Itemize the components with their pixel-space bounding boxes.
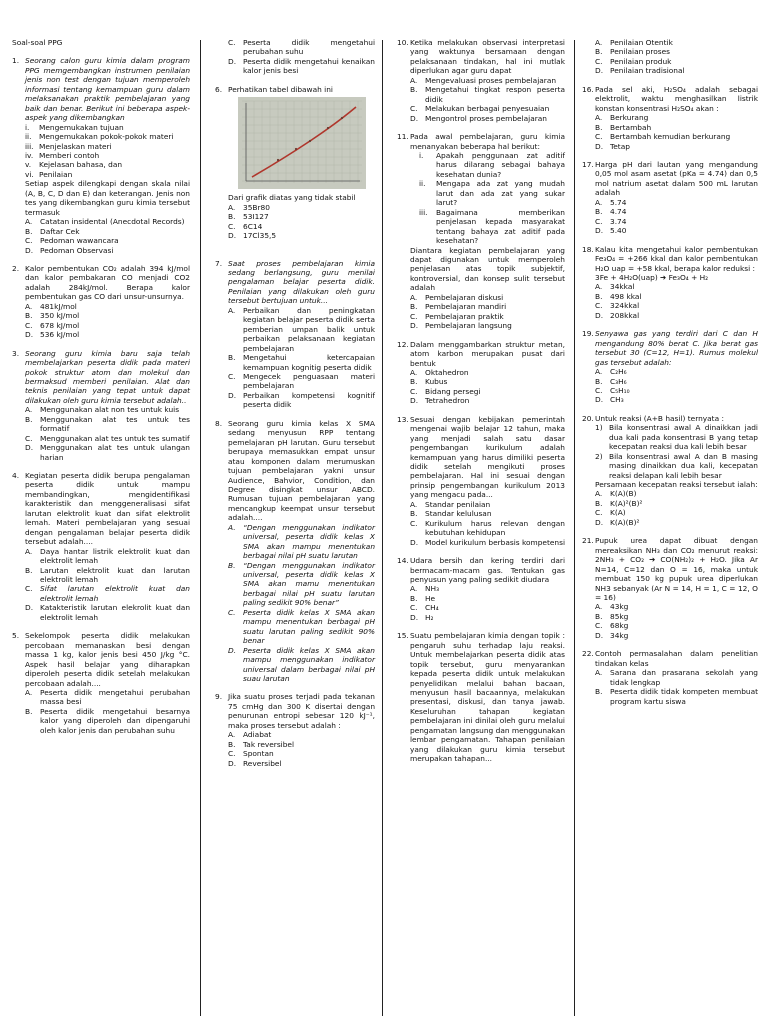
answer-option[interactable]: B. 350 kJ/mol — [25, 311, 80, 321]
answer-option[interactable]: A. Penilaian Otentik — [595, 38, 673, 47]
question-text: Kegiatan peserta didik berupa pengalaman peserta didik untuk mampu membandingkan, mengidentifikasi karakteristik dan menggeneralisasi sifat larutan elektrolit kuat dan sifat elektrolit lemah. Materi pembelajaran yang sesuai dengan pengalaman belajar peserta didik tersebut adalah.... — [25, 471, 190, 547]
reaction-equation: 3Fe + 4H₂O(uap) ➔ Fe₃O₄ + H₂ — [595, 272, 709, 282]
question-8 — [215, 419, 375, 684]
question-21 — [582, 536, 758, 640]
answer-option[interactable]: B. Peserta didik tidak kompeten membuat program kartu siswa — [595, 687, 758, 706]
answer-option[interactable]: C. K(A) — [595, 508, 626, 518]
answer-option[interactable]: D. 17Cl35,5 — [228, 231, 277, 241]
question-11 — [397, 132, 565, 331]
question-list — [410, 151, 565, 246]
answer-option[interactable]: A. Adiabat — [228, 730, 272, 740]
question-6 — [215, 85, 375, 241]
question-text: Jika suatu proses terjadi pada tekanan 75 cmHg dan 300 K disertai dengan penurunan entropi sebesar 120 kJ⁻¹, maka proses tersebut adalah : — [228, 692, 375, 730]
answer-options — [25, 217, 190, 255]
answer-options — [228, 523, 375, 684]
question-number: 4. — [12, 471, 20, 481]
stability-graph — [238, 97, 366, 189]
question-text: Kalor pembentukan CO₂ adalah 394 kJ/mol dan kalor pembakaran CO menjadi CO2 adalah 284kJ/mol. Berapa kalor pembentukan gas CO dari unsur-unsurnya. — [25, 263, 190, 302]
answer-options — [595, 367, 758, 405]
aspect-item: i. Mengemukakan tujuan — [25, 122, 124, 132]
question-text: Seorang calon guru kimia dalam program PPG memgembangkan instrumen penilaian jenis non test dengan tujuan memperoleh informasi tentang kemampuan guru dalam melaksanakan praktik pembelajaran yang baik dan benar. Berikut ini beberapa aspek-aspek yang dikembangkan — [25, 56, 190, 123]
answer-option[interactable]: D. Penilaian tradisional — [595, 66, 685, 76]
data-point — [327, 127, 329, 129]
question-18 — [582, 245, 758, 321]
question-15-continued — [582, 38, 758, 76]
question-9 — [215, 692, 375, 768]
question-10 — [397, 38, 565, 123]
question-16 — [582, 85, 758, 151]
answer-option[interactable]: D. 5.40 — [595, 226, 627, 236]
answer-option[interactable]: C. 6C14 — [228, 221, 263, 231]
answer-option[interactable]: B. Bertambah — [595, 122, 652, 132]
answer-option[interactable]: D. Peserta didik mengetahui kenaikan kalor jenis besi — [228, 56, 375, 76]
answer-option[interactable]: B. C₃H₆ — [595, 376, 627, 386]
question-number: 11. — [397, 132, 409, 142]
column-2 — [215, 38, 375, 777]
answer-options — [25, 547, 190, 623]
question-text: Sekelompok peserta didik melakukan percobaan memanaskan besi dengan massa 1 kg, kalor jenis besi 450 J/kg °C. Aspek hasil belajar yang diharapkan diperoleh peserta didik setelah melakukan percobaan adalah.... — [25, 631, 190, 688]
answer-option[interactable]: D. H₂ — [410, 612, 434, 622]
answer-option[interactable]: A. 43kg — [595, 602, 629, 612]
answer-option[interactable]: C. Sifat larutan elektrolit kuat dan elektrolit lemah — [25, 584, 190, 603]
answer-option[interactable]: C. Penilaian produk — [595, 56, 672, 66]
question-text: Ketika melakukan observasi interpretasi yang waktunya bersamaan dengan pelaksanaan tindakan, hal ini mutlak diperlukan agar guru dapat — [410, 38, 565, 76]
answer-options — [595, 282, 758, 320]
question-item: iii. Bagaimana memberikan penjelasan kepada masyarakat tentang bahaya zat aditif pada kesehatan? — [419, 207, 565, 246]
answer-option[interactable]: C. 3.74 — [595, 216, 627, 226]
answer-option[interactable]: A. Menggunakan alat non tes untuk kuis — [25, 405, 180, 415]
aspect-item: ii. Mengemukakan pokok-pokok materi — [25, 132, 174, 142]
answer-option[interactable]: A. Mengevaluasi proses pembelajaran — [410, 75, 557, 85]
answer-option[interactable]: B. Mengetahui ketercapaian kemampuan kognitig peserta didik — [228, 353, 375, 372]
answer-option[interactable]: C. C₅H₁₀ — [595, 385, 630, 395]
answer-option[interactable]: A. 34kkal — [595, 282, 635, 292]
aspect-item: vi. Penilaian — [25, 169, 73, 179]
data-point — [277, 159, 279, 161]
answer-options — [595, 198, 758, 236]
question-text: Perhatikan tabel dibawah ini — [228, 84, 333, 94]
answer-options — [410, 76, 565, 123]
question-number: 21. — [582, 536, 594, 546]
column-4 — [582, 38, 758, 715]
question-text: Pupuk urea dapat dibuat dengan mereaksikan NH₃ dan CO₂ menurut reaksi: 2NH₃ + CO₂ ➔ CO(NH₂)₂ + H₂O. Jika Ar N=14, C=12 dan O = 16, maka untuk membuat 150 kg pupuk urea diperlukan NH3 sebanyak (Ar N = 14, H = 1, C = 12, O = 16) — [595, 536, 758, 603]
answer-option[interactable]: D. 536 kJ/mol — [25, 330, 80, 340]
column-3 — [397, 38, 565, 773]
question-number: 6. — [215, 84, 223, 94]
question-text: Senyawa gas yang terdiri dari C dan H mengandung 80% berat C. Jika berat gas tersebut 30 (C=12, H=1). Rumus molekul gas tersebut adalah: — [595, 329, 758, 367]
answer-option[interactable]: D. CH₃ — [595, 395, 624, 405]
question-text: Harga pH dari lautan yang mengandung 0,05 mol asam asetat (pKa = 4.74) dan 0,5 mol natrium asetat dalam 500 mL larutan adalah — [595, 159, 758, 198]
question-number: 16. — [582, 84, 594, 94]
answer-option[interactable]: D. 208kkal — [595, 310, 640, 320]
column-1 — [12, 38, 190, 744]
question-text: Pada awal pembelajaran, guru kimia menanyakan beberapa hal berikut: — [410, 132, 565, 151]
answer-option[interactable]: A. Daya hantar listrik elektrolit kuat dan elektrolit lemah — [25, 546, 190, 566]
question-stem: Setiap aspek dilengkapi dengan skala nilai (A, B, C, D dan E) dan keterangan. Jenis non tes yang dikembangkan guru kimia tersebut termasuk — [25, 179, 190, 217]
question-13 — [397, 415, 565, 547]
question-stem: Persamaan kecepatan reaksi tersebut ialah: — [595, 480, 758, 490]
question-number: 3. — [12, 348, 20, 358]
answer-option[interactable]: A. Pembelajaran diskusi — [410, 292, 504, 302]
answer-option[interactable]: C. Spontan — [228, 749, 274, 759]
answer-options — [410, 368, 565, 406]
answer-option[interactable]: D. Peserta didik kelas X SMA akan mampu menggunakan indikator universal dalam berbagai nilai pH suau larutan — [228, 645, 375, 684]
answer-option[interactable]: D. Menggunakan alat tes untuk ulangan harian — [25, 443, 190, 462]
answer-options — [228, 730, 375, 768]
question-number: 17. — [582, 159, 594, 169]
question-number: 14. — [397, 556, 409, 566]
answer-option[interactable]: A. 481kJ/mol — [25, 301, 77, 311]
question-3 — [12, 349, 190, 462]
question-item: i. Apakah penggunaan zat aditif harus dilarang sebagai bahaya kesehatan dunia? — [419, 150, 565, 179]
question-2 — [12, 264, 190, 340]
condition-item: 1) Bila konsentrasi awal A dinaikkan jadi dua kali pada konsentrasi B yang tetap kecepatan reaksi dua kali lebih besar — [595, 423, 758, 452]
answer-option[interactable]: C. 68kg — [595, 621, 629, 631]
answer-option[interactable]: B. Daftar Cek — [25, 226, 80, 236]
condition-list — [595, 423, 758, 480]
answer-option[interactable]: B. Larutan elektrolit kuat dan larutan elektrolit lemah — [25, 565, 190, 585]
aspect-item: v. Kejelasan bahasa, dan — [25, 160, 123, 170]
answer-option[interactable]: D. Tetap — [595, 141, 630, 151]
answer-option[interactable]: A. “Dengan menggunakan indikator universal, peserta didik kelas X SMA akan mampu menentukan berbagai nilai pH suatu larutan — [228, 522, 375, 561]
answer-option[interactable]: D. 34kg — [595, 630, 629, 640]
question-number: 22. — [582, 649, 594, 659]
answer-option[interactable]: B. Kubus — [410, 377, 448, 387]
answer-option[interactable]: B. K(A)²(B)² — [595, 498, 643, 508]
answer-option[interactable]: B. Penilaian proses — [595, 47, 671, 57]
question-number: 2. — [12, 263, 20, 273]
answer-option[interactable]: A. Sarana dan prasarana sekolah yang tidak lengkap — [595, 668, 758, 687]
question-number: 8. — [215, 418, 223, 428]
answer-option[interactable]: C. Peserta didik kelas X SMA akan mampu menentukan berbagai pH suatu larutan paling sedikit 90% benar — [228, 607, 375, 646]
question-19 — [582, 329, 758, 405]
answer-options — [410, 293, 565, 331]
answer-options — [595, 668, 758, 706]
question-5-continued — [215, 38, 375, 76]
question-number: 19. — [582, 329, 594, 339]
question-4 — [12, 471, 190, 622]
answer-option[interactable]: C. Kurikulum harus relevan dengan kebutuhan kehidupan — [410, 518, 565, 538]
answer-option[interactable]: C. Menggunakan alat tes untuk tes sumatif — [25, 433, 190, 443]
answer-option[interactable]: C. Mengecek penguasaan materi pembelajaran — [228, 371, 375, 391]
question-12 — [397, 340, 565, 406]
answer-option[interactable]: C. CH₄ — [410, 603, 439, 613]
answer-option[interactable]: C. Pedoman wawancara — [25, 236, 119, 246]
answer-options — [25, 688, 190, 735]
answer-option[interactable]: C. Bidang persegi — [410, 386, 481, 396]
question-stem: Diantara kegiatan pembelajaran yang dapat digunakan untuk memperoleh penjelasan atas topik subjektif, kontroversial, dan konsep sulit tersebut adalah — [410, 245, 565, 293]
answer-option[interactable]: B. 53I127 — [228, 212, 269, 222]
answer-option[interactable]: A. NH₃ — [410, 584, 440, 594]
data-point — [295, 148, 297, 150]
condition-item: 2) Bila konsentrasi awal A dan B masing masing dinaikkan dua kali, kecepatan reaksi delapan kali lebih besar — [595, 451, 758, 480]
question-text: Kalau kita mengetahui kalor pembentukan Fe₃O₄ = +266 kkal dan kalor pembentukan H₂O uap = +58 kkal, berapa kalor reduksi : — [595, 244, 758, 273]
answer-option[interactable]: D. Pembelajaran langsung — [410, 321, 512, 331]
answer-option[interactable]: B. “Dengan menggunakan indikator universal, peserta didik kelas X SMA akan mamu menentukan berbagai nilai pH suatu larutan paling sedikit 90% benar” — [228, 560, 375, 608]
answer-option[interactable]: B. Menggunakan alat tes untuk tes formatif — [25, 414, 190, 434]
question-20 — [582, 414, 758, 527]
answer-option[interactable]: B. Mengetahui tingkat respon peserta didik — [410, 85, 565, 104]
answer-option[interactable]: A. Peserta didik mengetahui perubahan massa besi — [25, 688, 190, 707]
answer-option[interactable]: A. Catatan insidental (Anecdotal Records) — [25, 217, 185, 227]
answer-option[interactable]: B. 85kg — [595, 611, 629, 621]
column-divider — [382, 40, 383, 1016]
aspect-item: iv. Memberi contoh — [25, 150, 100, 160]
question-number: 15. — [397, 631, 409, 641]
page-title: Soal-soal PPG — [12, 38, 63, 47]
answer-option[interactable]: A. Oktahedron — [410, 367, 469, 377]
answer-option[interactable]: A. Standar penilaian — [410, 499, 491, 509]
question-text: Seorang guru kimia kelas X SMA sedang menyusun RPP tentang pemelajaran pH larutan. Guru tersebut berupaya memasukkan empat unsur atau komponen dalam merumuskan tujuan pembelajaran yakni unsur Audience, Bahvior, Condition, dan Degree disingkat unsur ABCD. Rumusan tujuan pembelajaran yang mencangkup keempat unsur tersebut adalah.... — [228, 418, 375, 523]
question-text: Untuk reaksi (A+B hasil) ternyata : — [595, 413, 724, 423]
column-divider — [574, 40, 575, 1016]
data-point — [309, 140, 311, 142]
question-7 — [215, 259, 375, 410]
answer-option[interactable]: B. He — [410, 593, 436, 603]
answer-option[interactable]: D. Pedoman Observasi — [25, 245, 114, 255]
question-text: Suatu pembelajaran kimia dengan topik : pengaruh suhu terhadap laju reaksi. Untuk membelajarkan peserta didik atas topik tersebut, guru menyarankan kepada peserta didik untuk melakukan penyelidikan melalui bahan bacaan, menyusun hasil bacaannya, melakukan presentasi, diskusi, dan tanya jawab. Keseluruhan tahapan kegiatan pembelajaran ini dinilai oleh guru melalui pengamatan langsung dan menggunakan lembar pengamatan. Tahapan penilaian yang dilakukan guru kimia tersebut merupakan tahapan... — [410, 631, 565, 764]
question-5 — [12, 631, 190, 735]
answer-option[interactable]: C. Melakukan berbagai penyesuaian — [410, 104, 550, 114]
answer-options — [595, 113, 758, 151]
question-number: 5. — [12, 631, 20, 641]
answer-option[interactable]: D. Model kurikulum berbasis kompetensi — [410, 537, 565, 547]
answer-option[interactable]: C. Pembelajaran praktik — [410, 311, 504, 321]
question-number: 18. — [582, 244, 594, 254]
question-14 — [397, 556, 565, 622]
question-text: Saat proses pembelajaran kimia sedang berlangsung, guru menilai pengalaman belajar peserta didik. Penilaian yang dilakukan oleh guru tersebut bertujuan untuk... — [228, 258, 375, 306]
answer-option[interactable]: C. Bertambah kemudian berkurang — [595, 132, 731, 142]
data-point — [341, 117, 343, 119]
question-text: Dalam menggambarkan struktur metan, atom karbon merupakan pusat dari bentuk — [410, 339, 565, 368]
answer-options — [228, 203, 375, 241]
answer-options — [410, 584, 565, 622]
question-22 — [582, 649, 758, 706]
column-divider — [200, 40, 201, 1016]
answer-option[interactable]: B. Standar kelulusan — [410, 509, 492, 519]
question-text: Sesuai dengan kebijakan pemerintah mengenai wajib belajar 12 tahun, maka yang menjadi salah satu dasar pengembangan kurikulum adalah kemampuan yang harus dimiliki peserta didik setelah mengikuti proses pembelajaran. Hal ini sesuai dengan prinsip pengembangan kurikulum 2013 yang mengacu pada... — [410, 414, 565, 500]
question-text: Pada sel aki, H₂SO₄ adalah sebagai elektrolit, waktu menghasilkan listrik konstan konsentrasi H₂SO₄ akan : — [595, 84, 758, 113]
question-stem: Dari grafik diatas yang tidak stabil — [228, 193, 356, 203]
answer-option[interactable]: C. 678 kJ/mol — [25, 320, 80, 330]
answer-option[interactable]: D. Katakteristik larutan elekrolit kuat dan elektrolit lemah — [25, 603, 190, 622]
question-text: Contoh permasalahan dalam penelitian tindakan kelas — [595, 649, 758, 668]
answer-option[interactable]: D. K(A)(B)² — [595, 517, 640, 527]
answer-option[interactable]: B. 4.74 — [595, 207, 627, 217]
answer-option[interactable]: B. Tak reversibel — [228, 739, 295, 749]
answer-options — [25, 405, 190, 462]
question-item: ii. Mengapa ada zat yang mudah larut dan ada zat yang sukar larut? — [419, 179, 565, 208]
answer-option[interactable]: B. Peserta didik mengetahui besarnya kalor yang diperoleh dan dipengaruhi oleh kalor jenis dan perubahan suhu — [25, 706, 190, 735]
answer-option[interactable]: C. 324kkal — [595, 301, 640, 311]
question-number: 20. — [582, 413, 594, 423]
answer-option[interactable]: C. Peserta didik mengetahui perubahan suhu — [228, 38, 375, 57]
question-number: 13. — [397, 414, 409, 424]
answer-options — [410, 500, 565, 547]
answer-options — [228, 38, 375, 76]
answer-option[interactable]: D. Reversibel — [228, 758, 282, 768]
question-number: 7. — [215, 258, 223, 268]
aspect-item: iii. Menjelaskan materi — [25, 141, 112, 151]
answer-option[interactable]: A. K(A)(B) — [595, 489, 637, 499]
answer-option[interactable]: B. 498 kkal — [595, 291, 642, 301]
question-1 — [12, 56, 190, 255]
answer-options — [595, 38, 758, 76]
question-number: 1. — [12, 56, 20, 66]
answer-option[interactable]: D. Mengontrol proses pembelajaran — [410, 113, 547, 123]
answer-options — [595, 602, 758, 640]
answer-option[interactable]: A. Berkurang — [595, 113, 649, 123]
aspect-list — [25, 123, 190, 180]
answer-option[interactable]: D. Perbaikan kompetensi kognitif peserta didik — [228, 390, 375, 410]
question-number: 12. — [397, 339, 409, 349]
answer-option[interactable]: A. 5.74 — [595, 197, 627, 207]
question-number: 9. — [215, 692, 223, 702]
answer-option[interactable]: B. Pembelajaran mandiri — [410, 302, 507, 312]
question-15 — [397, 631, 565, 763]
answer-option[interactable]: A. C₂H₆ — [595, 367, 627, 377]
answer-option[interactable]: D. Tetrahedron — [410, 396, 470, 406]
answer-option[interactable]: A. 35Br80 — [228, 202, 270, 212]
question-text: Seorang guru kimia baru saja telah membelajarkan peserta didik pada materi pokok struktur atom dan molekul dan bermaksud memberi penilaian. Alat dan teknis penilaian yang tepat untuk dapat dilakukan oleh guru kimia tersebut adalah.. — [25, 348, 190, 405]
question-text: Udara bersih dan kering terdiri dari bermacam-macam gas. Tentukan gas penyusun yang paling sedikit diudara — [410, 556, 565, 585]
question-number: 10. — [397, 38, 409, 47]
answer-option[interactable]: A. Perbaikan dan peningkatan kegiatan belajar peserta didik serta pemberian umpan balik untuk perbaikan pelaksanaan kegiatan pembelajaran — [228, 305, 375, 353]
answer-options — [228, 306, 375, 410]
answer-options — [595, 489, 758, 527]
question-17 — [582, 160, 758, 236]
answer-options — [25, 302, 190, 340]
